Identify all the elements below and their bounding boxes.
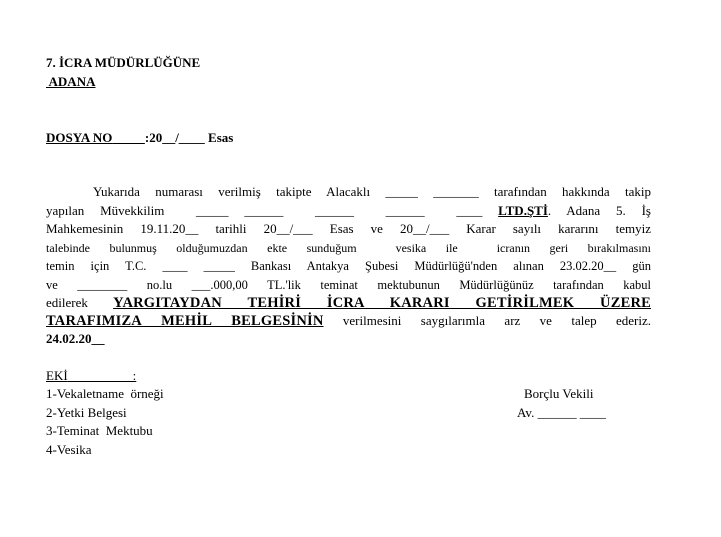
file-spacer [112,130,145,145]
signature-name: Av. ______ ____ [517,405,606,420]
body-line-2-end: . Adana 5. İş [547,203,651,218]
body-line-3: Mahkemesinin 19.11.20__ tarihli 20__/___ Esas ve 20__/___ Karar sayılı kararını temyiz [46,221,651,236]
request-emphasis-2: TARAFIMIZA MEHİL BELGESİNİN [46,313,324,329]
signature-role: Borçlu Vekili [524,386,594,401]
body-line-8 [46,313,651,329]
file-number [46,130,233,146]
body-line-1: Yukarıda numarası verilmiş takipte Alacaklı _____ _______ tarafından hakkında takip [93,184,651,199]
body-line-4: talebinde bulunmuş olduğumuzdan ekte sunduğum vesika ile icranın geri bırakılmasını [46,241,651,255]
body-line-7 [46,295,651,311]
office-title: 7. İCRA MÜDÜRLÜĞÜNE [46,55,201,70]
body-line-2 [46,203,651,219]
file-number-value: :20__/____ Esas [144,130,234,145]
city-title: ADANA [46,74,96,89]
attachments-title [46,368,136,384]
body-line-6: ve ________ no.lu ___.000,00 TL.'lik teminat mektubunun Müdürlüğünüz tarafından kabul [46,278,651,292]
attachment-item: 3-Teminat Mektubu [46,423,153,438]
attachment-item: 4-Vesika [46,442,92,457]
company-type: LTD.ŞTİ [498,203,548,218]
attachment-item: 1-Vekaletname örneği [46,386,164,401]
attachments-fill: : [67,368,137,383]
attachments-label: EKİ [46,368,68,383]
body-line-2-start: yapılan Müvekkilim _____ ______ ______ ______ ____ [46,203,499,218]
body-line-7-start: edilerek [46,295,114,310]
letter-date: 24.02.20__ [46,331,105,346]
request-emphasis-1: YARGITAYDAN TEHİRİ İCRA KARARI GETİRİLMEK ÜZERE [113,295,651,311]
body-line-5: temin için T.C. ____ _____ Bankası Antakya Şubesi Müdürlüğü'nden alınan 23.02.20__ gün [46,259,651,273]
file-label: DOSYA NO [46,130,113,145]
body-line-8-end: verilmesini saygılarımla arz ve talep ederiz. [323,313,651,328]
attachment-item: 2-Yetki Belgesi [46,405,127,420]
